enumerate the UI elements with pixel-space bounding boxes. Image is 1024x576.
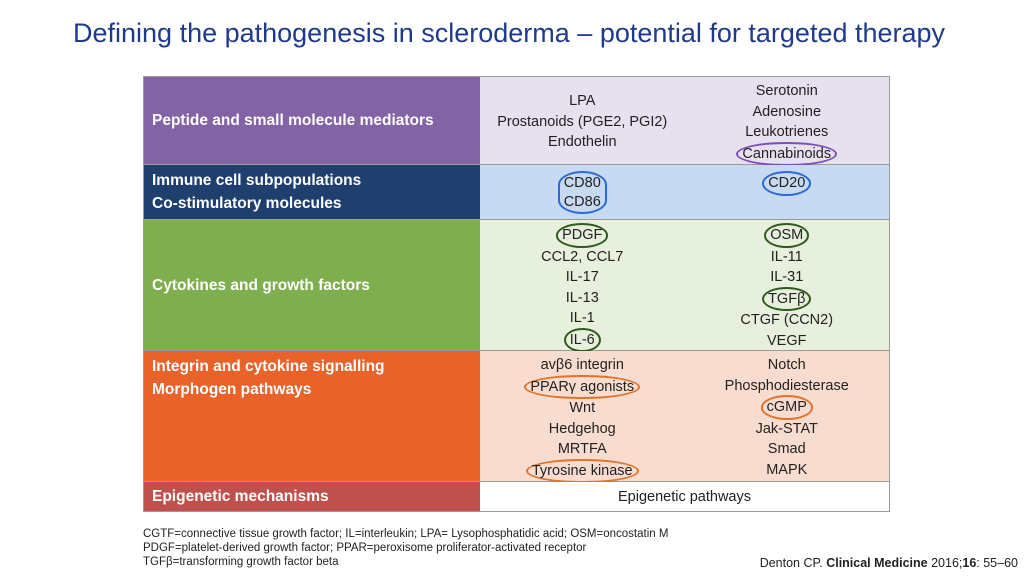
mediator-item: Serotonin bbox=[755, 83, 818, 99]
highlighted-target-item: Tyrosine kinase bbox=[526, 459, 639, 484]
citation-pages: : 55–60 bbox=[976, 556, 1018, 570]
signalling-item: MRTFA bbox=[557, 441, 607, 457]
highlighted-target-item: PPARγ agonists bbox=[524, 375, 640, 400]
cytokine-item: CTGF (CCN2) bbox=[740, 312, 834, 328]
epigenetic-pathways-cell: Epigenetic pathways bbox=[618, 488, 751, 505]
column-2 bbox=[685, 165, 890, 219]
cytokine-item: IL-13 bbox=[565, 289, 599, 306]
column-2 bbox=[685, 77, 890, 164]
highlighted-target-item: CD80 bbox=[558, 171, 607, 194]
signalling-item: Notch bbox=[767, 357, 806, 373]
signalling-item: Phosphodiesterase bbox=[724, 377, 849, 394]
table-row-immune bbox=[144, 165, 889, 220]
cytokine-item: CCL2, CCL7 bbox=[541, 248, 624, 265]
row-label-line: Integrin and cytokine signalling bbox=[152, 358, 385, 375]
footnote-line: PDGF=platelet-derived growth factor; PPAR=peroxisome proliferator-activated receptor bbox=[143, 542, 587, 554]
column-2 bbox=[685, 351, 890, 481]
signalling-item: Wnt bbox=[569, 400, 596, 416]
signalling-item: Hedgehog bbox=[548, 420, 616, 437]
row-label bbox=[144, 351, 480, 481]
row-label bbox=[144, 165, 480, 219]
row-label bbox=[144, 220, 480, 350]
citation-author: Denton CP. bbox=[759, 556, 823, 570]
row-label-line: Co-stimulatory molecules bbox=[152, 195, 342, 212]
row-label-line: Cytokines and growth factors bbox=[152, 276, 370, 294]
slide-title: Defining the pathogenesis in scleroderma – potential for targeted therapy bbox=[73, 18, 946, 48]
highlighted-target-item: TGFβ bbox=[762, 287, 811, 312]
mediator-item: LPA bbox=[569, 93, 596, 109]
citation-volume: 16 bbox=[962, 556, 977, 570]
highlighted-target-item: cGMP bbox=[761, 395, 813, 420]
table-row-signalling bbox=[144, 351, 889, 482]
table-row-peptide bbox=[144, 77, 889, 165]
mediator-item: Leukotrienes bbox=[745, 124, 829, 140]
signalling-item: Smad bbox=[767, 441, 806, 457]
cytokine-item: IL-31 bbox=[770, 269, 804, 285]
row-label bbox=[144, 482, 480, 511]
row-label bbox=[144, 77, 480, 164]
highlighted-target-item: PDGF bbox=[556, 223, 608, 248]
highlighted-target-item: IL-6 bbox=[564, 328, 601, 353]
cytokine-item: IL-17 bbox=[565, 269, 599, 285]
mediator-item: Adenosine bbox=[752, 103, 822, 120]
cytokine-item: IL-1 bbox=[569, 310, 595, 326]
footnote-line: CGTF=connective tissue growth factor; IL=interleukin; LPA= Lysophosphatidic acid; OSM=oncostatin M bbox=[143, 528, 669, 540]
mediator-item: Prostanoids (PGE2, PGI2) bbox=[497, 113, 668, 130]
highlighted-target-item: Cannabinoids bbox=[736, 142, 837, 167]
highlighted-target-item: CD86 bbox=[558, 192, 607, 215]
signalling-item: avβ6 integrin bbox=[540, 357, 624, 373]
pathogenesis-table bbox=[143, 76, 890, 512]
column-1 bbox=[480, 77, 685, 164]
abbreviations-footnote bbox=[143, 527, 668, 569]
table-row-epigenetic bbox=[144, 482, 889, 511]
column-1 bbox=[480, 165, 685, 219]
cytokine-item: VEGF bbox=[767, 332, 807, 349]
column-1 bbox=[480, 220, 685, 350]
row-label-line: Peptide and small molecule mediators bbox=[152, 112, 434, 129]
highlighted-target-item: OSM bbox=[764, 223, 809, 248]
highlighted-target-item: CD20 bbox=[762, 171, 811, 196]
citation-journal: Clinical Medicine bbox=[826, 556, 928, 570]
mediator-item: Endothelin bbox=[547, 134, 617, 150]
row-label-line: Morphogen pathways bbox=[152, 381, 312, 398]
column-2 bbox=[685, 220, 890, 350]
row-label-line: Epigenetic mechanisms bbox=[152, 488, 329, 505]
citation bbox=[760, 556, 1018, 570]
cytokine-item: IL-11 bbox=[770, 248, 803, 265]
footnote-line: TGFβ=transforming growth factor beta bbox=[143, 556, 339, 568]
signalling-item: MAPK bbox=[766, 461, 808, 478]
table-row-cytokines bbox=[144, 220, 889, 351]
citation-year: 2016; bbox=[931, 556, 963, 570]
row-label-line: Immune cell subpopulations bbox=[152, 172, 362, 189]
column-1 bbox=[480, 351, 685, 481]
signalling-item: Jak-STAT bbox=[755, 420, 818, 437]
